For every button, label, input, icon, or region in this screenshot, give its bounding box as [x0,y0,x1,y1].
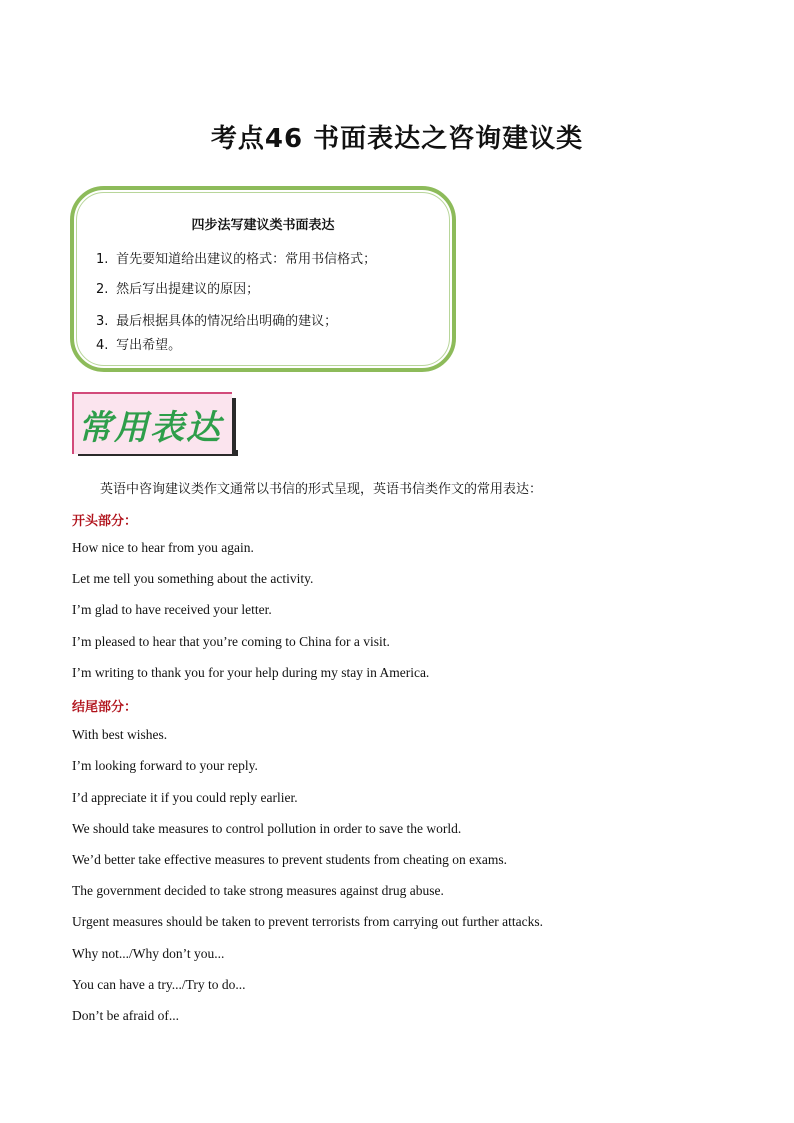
tips-item-text: 最后根据具体的情况给出明确的建议； [116,314,338,329]
ending-section-label: 结尾部分： [72,700,138,715]
tips-box-title: 四步法写建议类书面表达 [191,218,335,233]
tips-item-number: 1. [96,252,109,267]
tips-item-number: 3. [96,314,109,329]
ending-line: Why not.../Why don’t you... [72,946,225,961]
tips-item-text: 写出希望。 [116,338,182,353]
opening-line: I’m pleased to hear that you’re coming to China for a visit. [72,634,390,649]
ending-line: The government decided to take strong measures against drug abuse. [72,883,444,898]
tips-item-text: 然后写出提建议的原因； [116,282,260,297]
opening-line: I’m glad to have received your letter. [72,602,272,617]
ending-line: We’d better take effective measures to prevent students from cheating on exams. [72,852,507,867]
ending-line: With best wishes. [72,727,168,742]
intro-paragraph: 英语中咨询建议类作文通常以书信的形式呈现，英语书信类作文的常用表达： [100,482,543,497]
tips-box [70,186,460,376]
tips-item-1 [96,248,376,267]
tips-item-4 [96,334,181,353]
common-expressions-badge [72,392,240,458]
page-title: 考点46 书面表达之咨询建议类 [210,124,584,154]
opening-line: Let me tell you something about the activity. [72,571,314,586]
tips-item-text: 首先要知道给出建议的格式：常用书信格式； [116,252,377,267]
tips-item-3 [96,310,337,329]
ending-line: You can have a try.../Try to do... [72,977,246,992]
ending-line: We should take measures to control pollution in order to save the world. [72,821,462,836]
opening-line: I’m writing to thank you for your help during my stay in America. [72,665,430,680]
opening-line: How nice to hear from you again. [72,540,254,555]
badge-text: 常用表达 [78,408,222,448]
ending-line: I’d appreciate it if you could reply earlier. [72,790,298,805]
ending-line: Don’t be afraid of... [72,1008,179,1023]
tips-item-2 [96,278,259,297]
opening-section-label: 开头部分： [72,514,138,529]
ending-line: Urgent measures should be taken to prevent terrorists from carrying out further attacks. [72,914,543,929]
ending-line: I’m looking forward to your reply. [72,758,258,773]
tips-item-number: 2. [96,282,109,297]
tips-item-number: 4. [96,338,109,353]
